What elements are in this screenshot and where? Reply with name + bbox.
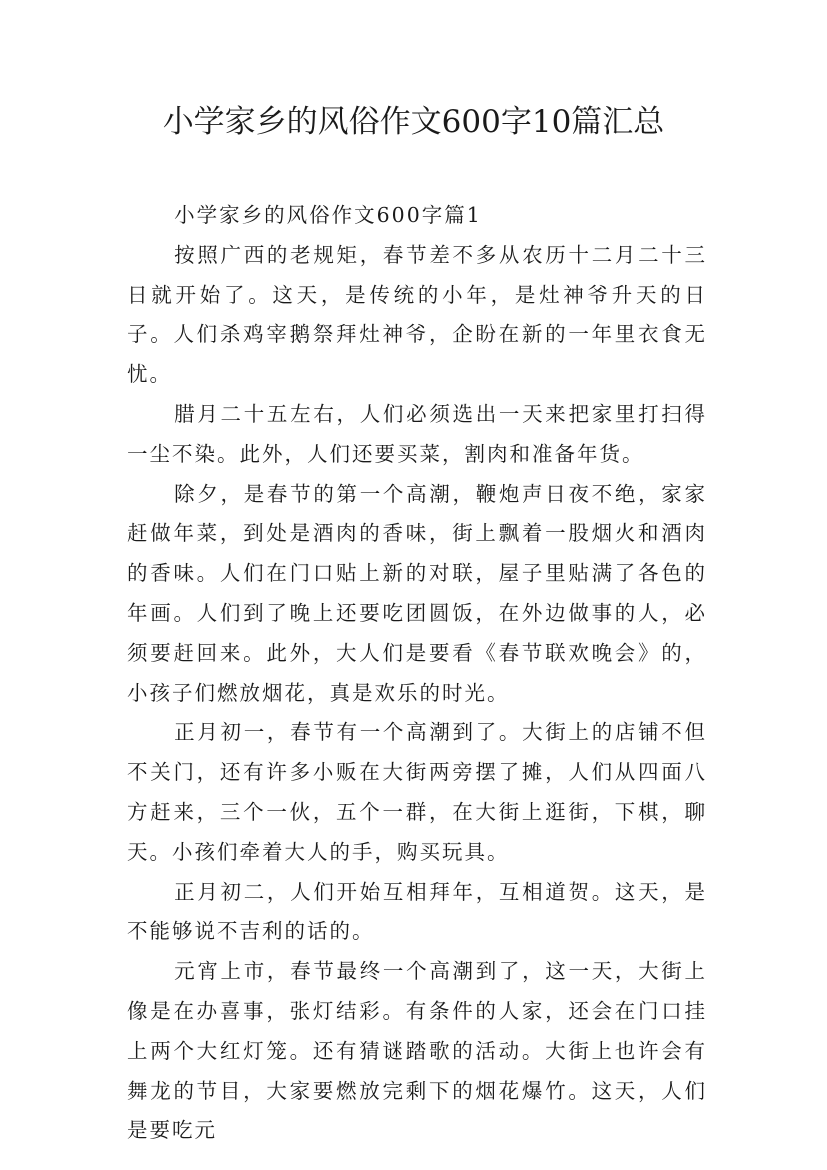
document-title: 小学家乡的风俗作文600字10篇汇总: [162, 104, 665, 140]
section-heading: 小学家乡的风俗作文600字篇1: [174, 203, 482, 227]
paragraph: 正月初二，人们开始互相拜年，互相道贺。这天，是不能够说不吉利的话的。: [127, 879, 707, 944]
document-body: [127, 196, 707, 1151]
paragraph: 按照广西的老规矩，春节差不多从农历十二月二十三日就开始了。这天，是传统的小年，是灶神爷升天的日子。人们杀鸡宰鹅祭拜灶神爷，企盼在新的一年里衣食无忧。: [127, 242, 707, 387]
paragraph: 腊月二十五左右，人们必须选出一天来把家里打扫得一尘不染。此外，人们还要买菜，割肉和准备年货。: [127, 401, 707, 466]
paragraph: 正月初一，春节有一个高潮到了。大街上的店铺不但不关门，还有许多小贩在大街两旁摆了摊，人们从四面八方赶来，三个一伙，五个一群，在大街上逛街，下棋，聊天。小孩们牵着大人的手，购买玩具。: [127, 720, 707, 864]
paragraph: 除夕，是春节的第一个高潮，鞭炮声日夜不绝，家家赶做年菜，到处是酒肉的香味，街上飘着一股烟火和酒肉的香味。人们在门口贴上新的对联，屋子里贴满了各色的年画。人们到了晚上还要吃团圆饭，在外边做事的人，必须要赶回来。此外，大人们是要看《春节联欢晚会》的，小孩子们燃放烟花，真是欢乐的时光。: [127, 481, 707, 705]
paragraph: 元宵上市，春节最终一个高潮到了，这一天，大街上像是在办喜事，张灯结彩。有条件的人家，还会在门口挂上两个大红灯笼。还有猜谜踏歌的活动。大街上也许会有舞龙的节目，大家要燃放完剩下的烟花爆竹。这天，人们是要吃元: [127, 959, 707, 1143]
